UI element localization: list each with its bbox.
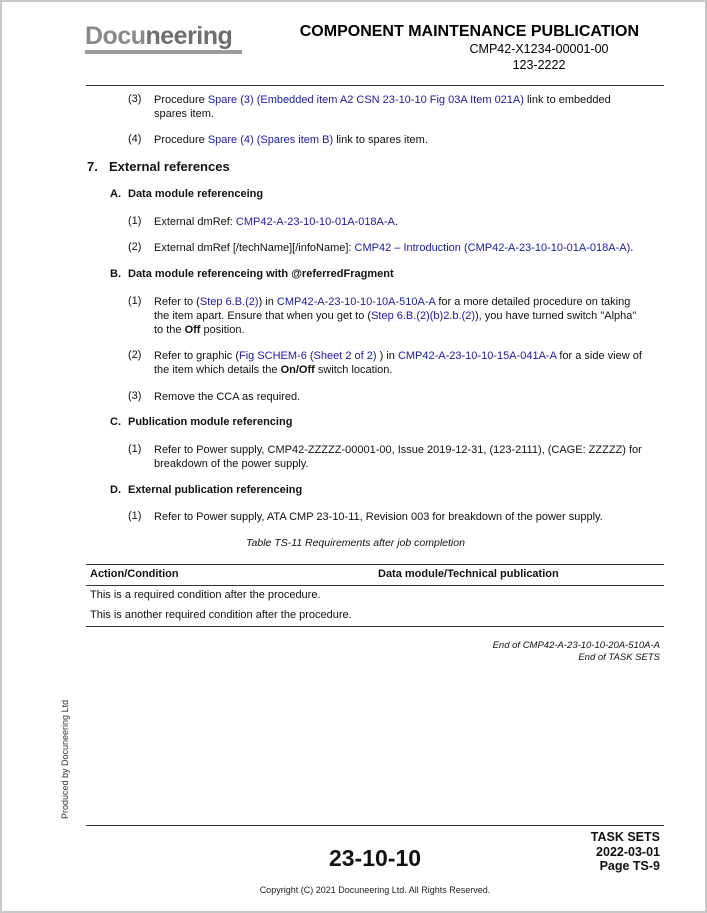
- step-text-fragment: the item apart. Ensure that when you get to (: [154, 310, 372, 322]
- step-text-fragment: for a side view of: [556, 350, 642, 362]
- step-text: [154, 349, 669, 377]
- step-text-suffix: link to spares item.: [333, 134, 428, 146]
- step-number: (1): [128, 295, 142, 307]
- step-text-prefix: Procedure: [154, 94, 208, 106]
- logo-text-part2: neering: [145, 22, 233, 50]
- subsection-title: Data module referenceing with @referredFragment: [128, 268, 394, 280]
- step-text-fragment: Refer to Power supply, CMP42-ZZZZZ-00001-00, Issue 2019-12-31, (123-2111), (CAGE: ZZZZZ) for: [154, 444, 642, 456]
- step-number: (2): [128, 349, 142, 361]
- chapter-code: 23-10-10: [328, 845, 422, 871]
- copyright-text: Copyright (C) 2021 Docuneering Ltd. All Rights Reserved.: [259, 885, 491, 895]
- producer-side-text: Produced by Docuneering Ltd: [60, 699, 70, 819]
- footer-date: 2022-03-01: [596, 844, 660, 859]
- step-text-fragment: Refer to graphic (: [154, 350, 239, 362]
- table-row: This is another required condition after the procedure.: [90, 609, 352, 621]
- step-text-suffix: .: [630, 242, 634, 254]
- step-number: (1): [128, 443, 142, 455]
- end-note-module: End of CMP42-A-23-10-10-20A-510A-A: [492, 640, 660, 651]
- section-number: 7.: [87, 159, 98, 174]
- docuneering-logo: [85, 22, 232, 51]
- spare-3-link[interactable]: Spare (3) (Embedded item A2 CSN 23-10-10 Fig 03A Item 021A): [207, 94, 524, 106]
- step-text-fragment: the item which details the: [154, 364, 281, 376]
- dmref-510a-link[interactable]: CMP42-A-23-10-10-10A-510A-A: [276, 296, 436, 308]
- step-text-prefix: External dmRef [/techName][/infoName]:: [154, 242, 355, 254]
- header-rule: [86, 85, 664, 86]
- step-text: Remove the CCA as required.: [154, 391, 301, 403]
- step-text-suffix: .: [394, 216, 398, 228]
- logo-underline: [85, 50, 242, 54]
- step-number: (1): [128, 215, 142, 227]
- table-top-rule: [86, 564, 664, 565]
- step-number: (1): [128, 510, 142, 522]
- subsection-label: B.: [110, 268, 121, 280]
- step-text-fragment: to the: [154, 324, 185, 336]
- step-text-line2: spares item.: [154, 108, 214, 120]
- footer-page: Page TS-9: [599, 859, 660, 873]
- step-text-fragment: breakdown of the power supply.: [154, 458, 309, 470]
- step-text: [154, 443, 669, 471]
- table-header-action: Action/Condition: [90, 568, 179, 580]
- subsection-title: External publication referenceing: [128, 484, 303, 496]
- table-header-rule: [86, 585, 664, 586]
- subsection-label: A.: [110, 188, 121, 200]
- section-title: External references: [109, 159, 230, 174]
- step-text-fragment: ) in: [258, 296, 277, 308]
- table-bottom-rule: [86, 626, 664, 627]
- step-text-prefix: External dmRef:: [154, 216, 236, 228]
- step-text-fragment: position.: [200, 324, 245, 336]
- spare-4-link[interactable]: Spare (4) (Spares item B): [207, 134, 334, 146]
- step-6b2-link[interactable]: Step 6.B.(2): [199, 296, 259, 308]
- step-text-fragment: Refer to (: [154, 296, 200, 308]
- step-text: [154, 215, 398, 229]
- step-text: [154, 295, 669, 337]
- table-header-publication: Data module/Technical publication: [378, 568, 559, 580]
- step-number: (3): [128, 93, 142, 105]
- logo-text-part1: Docu: [85, 22, 146, 50]
- step-number: (2): [128, 241, 142, 253]
- step-text-fragment: for a more detailed procedure on taking: [435, 296, 631, 308]
- document-ref: 123-2222: [512, 58, 566, 72]
- table-row: This is a required condition after the procedure.: [90, 589, 321, 601]
- dmref-link[interactable]: CMP42-A-23-10-10-01A-018A-A: [235, 216, 395, 228]
- dmref-introduction-link[interactable]: CMP42 – Introduction (CMP42-A-23-10-10-01A-018A-A): [354, 242, 631, 254]
- step-text-fragment: ), you have turned switch "Alpha": [475, 310, 637, 322]
- footer-rule: [86, 825, 664, 826]
- footer-section: TASK SETS: [590, 830, 660, 844]
- publication-title: COMPONENT MAINTENANCE PUBLICATION: [299, 23, 639, 40]
- subsection-label: D.: [110, 484, 121, 496]
- step-6b2b2b2-link[interactable]: Step 6.B.(2)(b)2.b.(2): [371, 310, 476, 322]
- subsection-title: Publication module referencing: [128, 416, 293, 428]
- step-number: (4): [128, 133, 142, 145]
- step-text-suffix: link to embedded: [523, 94, 611, 106]
- end-note-task-sets: End of TASK SETS: [578, 652, 660, 663]
- fig-schem-6-link[interactable]: Fig SCHEM-6 (Sheet 2 of 2): [238, 350, 380, 362]
- step-number: (3): [128, 390, 142, 402]
- footer-meta: [591, 830, 660, 874]
- step-text-bold: On/Off: [280, 364, 315, 376]
- step-text: [154, 93, 664, 121]
- document-number: CMP42-X1234-00001-00: [469, 42, 609, 56]
- dmref-041a-link[interactable]: CMP42-A-23-10-10-15A-041A-A: [397, 350, 557, 362]
- step-text: [154, 241, 633, 255]
- step-text: [154, 133, 428, 147]
- step-text-bold: Off: [184, 324, 201, 336]
- step-text-fragment: ) in: [379, 350, 398, 362]
- step-text: Refer to Power supply, ATA CMP 23-10-11, Revision 003 for breakdown of the power supply.: [154, 511, 603, 523]
- subsection-label: C.: [110, 416, 121, 428]
- table-caption: Table TS-11 Requirements after job completion: [246, 537, 465, 549]
- step-text-fragment: switch location.: [314, 364, 393, 376]
- step-text-prefix: Procedure: [154, 134, 208, 146]
- subsection-title: Data module referenceing: [128, 188, 264, 200]
